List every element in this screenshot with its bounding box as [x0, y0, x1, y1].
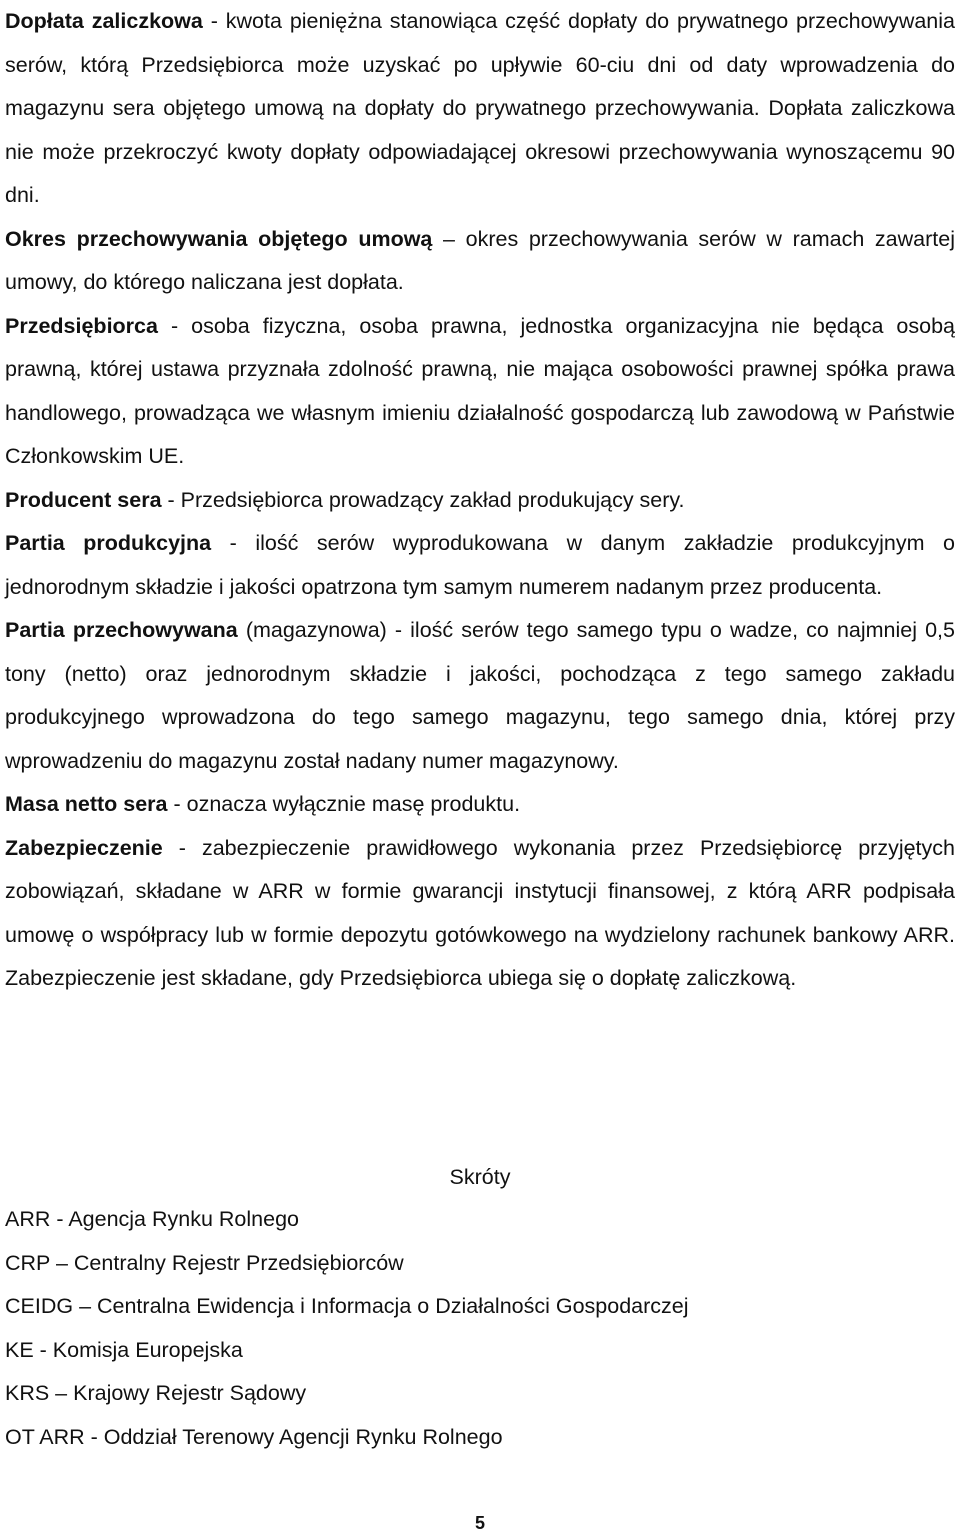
definition-okres-przechowywania — [5, 218, 955, 305]
definition-term: Producent sera — [5, 487, 162, 512]
definition-text: - osoba fizyczna, osoba prawna, jednostka organizacyjna nie będąca osobą prawną, której ustawa przyznała zdolność prawną, nie mająca osobowości prawnej spółka prawa handlowego, prowadząca we własnym imieniu działalność gospodarczą lub zawodową w Państwie Członkowskim UE. — [5, 313, 955, 468]
page-number: 5 — [474, 1513, 485, 1533]
definition-term: Dopłata zaliczkowa — [5, 9, 203, 33]
definition-text: - Przedsiębiorca prowadzący zakład produkujący sery. — [161, 487, 685, 512]
abbreviation-item: CRP – Centralny Rejestr Przedsiębiorców — [5, 1250, 404, 1275]
definition-term: Okres przechowywania objętego umową — [5, 226, 433, 251]
definitions-section — [5, 0, 955, 1001]
definition-zabezpieczenie — [5, 827, 955, 1001]
abbreviation-item: KRS – Krajowy Rejestr Sądowy — [5, 1381, 307, 1405]
definition-term: Przedsiębiorca — [5, 313, 158, 338]
definition-text: - oznacza wyłącznie masę produktu. — [167, 792, 521, 816]
definition-przedsiebiorca — [5, 305, 955, 479]
document-page — [5, 0, 955, 1449]
definition-text: - zabezpieczenie prawidłowego wykonania przez Przedsiębiorcę przyjętych zobowiązań, składane w ARR w formie gwarancji instytucji finansowej, z którą ARR podpisała umowę o współpracy lub w formie depozytu gotówkowego na wydzielony rachunek bankowy ARR. Zabezpieczenie jest składane, gdy Przedsiębiorca ubiega się o dopłatę zaliczkową. — [5, 835, 955, 990]
abbreviation-item: KE - Komisja Europejska — [5, 1337, 243, 1362]
definition-partia-przechowywana — [5, 609, 955, 783]
abbreviations-heading: Skróty — [449, 1165, 511, 1189]
abbreviations-list — [5, 1198, 689, 1459]
abbreviation-item: OT ARR - Oddział Terenowy Agencji Rynku Rolnego — [5, 1424, 503, 1449]
definition-dopłata-zaliczkowa — [5, 0, 955, 218]
definition-text: (magazynowa) - ilość serów tego samego typu o wadze, co najmniej 0,5 tony (netto) oraz jednorodnym składzie i jakości, pochodząca z tego samego zakładu produkcyjnego wprowadzona do tego samego magazynu, tego samego dnia, której przy wprowadzeniu do magazynu został nadany numer magazynowy. — [5, 618, 955, 773]
definition-term: Partia produkcyjna — [5, 531, 212, 555]
definition-term: Partia przechowywana — [5, 618, 238, 642]
definition-text: - ilość serów wyprodukowana w danym zakładzie produkcyjnym o jednorodnym składzie i jakości opatrzona tym samym numerem nadanym przez producenta. — [5, 531, 955, 599]
definition-text: - kwota pieniężna stanowiąca część dopłaty do prywatnego przechowywania serów, którą Przedsiębiorca może uzyskać po upływie 60-ciu dni od daty wprowadzenia do magazynu sera objętego umową na dopłaty do prywatnego przechowywania. Dopłata zaliczkowa nie może przekroczyć kwoty dopłaty odpowiadającej okresowi przechowywania wynoszącemu 90 dni. — [5, 9, 955, 207]
definition-masa-netto-sera — [5, 783, 955, 827]
definition-producent-sera — [5, 479, 955, 523]
abbreviation-item: CEIDG – Centralna Ewidencja i Informacja o Działalności Gospodarczej — [5, 1294, 689, 1318]
definition-term: Masa netto sera — [5, 792, 168, 816]
definition-term: Zabezpieczenie — [5, 835, 163, 860]
definition-text: – okres przechowywania serów w ramach zawartej umowy, do którego naliczana jest dopłata. — [5, 226, 955, 294]
abbreviation-item: ARR - Agencja Rynku Rolnego — [5, 1207, 299, 1231]
definition-partia-produkcyjna — [5, 522, 955, 609]
